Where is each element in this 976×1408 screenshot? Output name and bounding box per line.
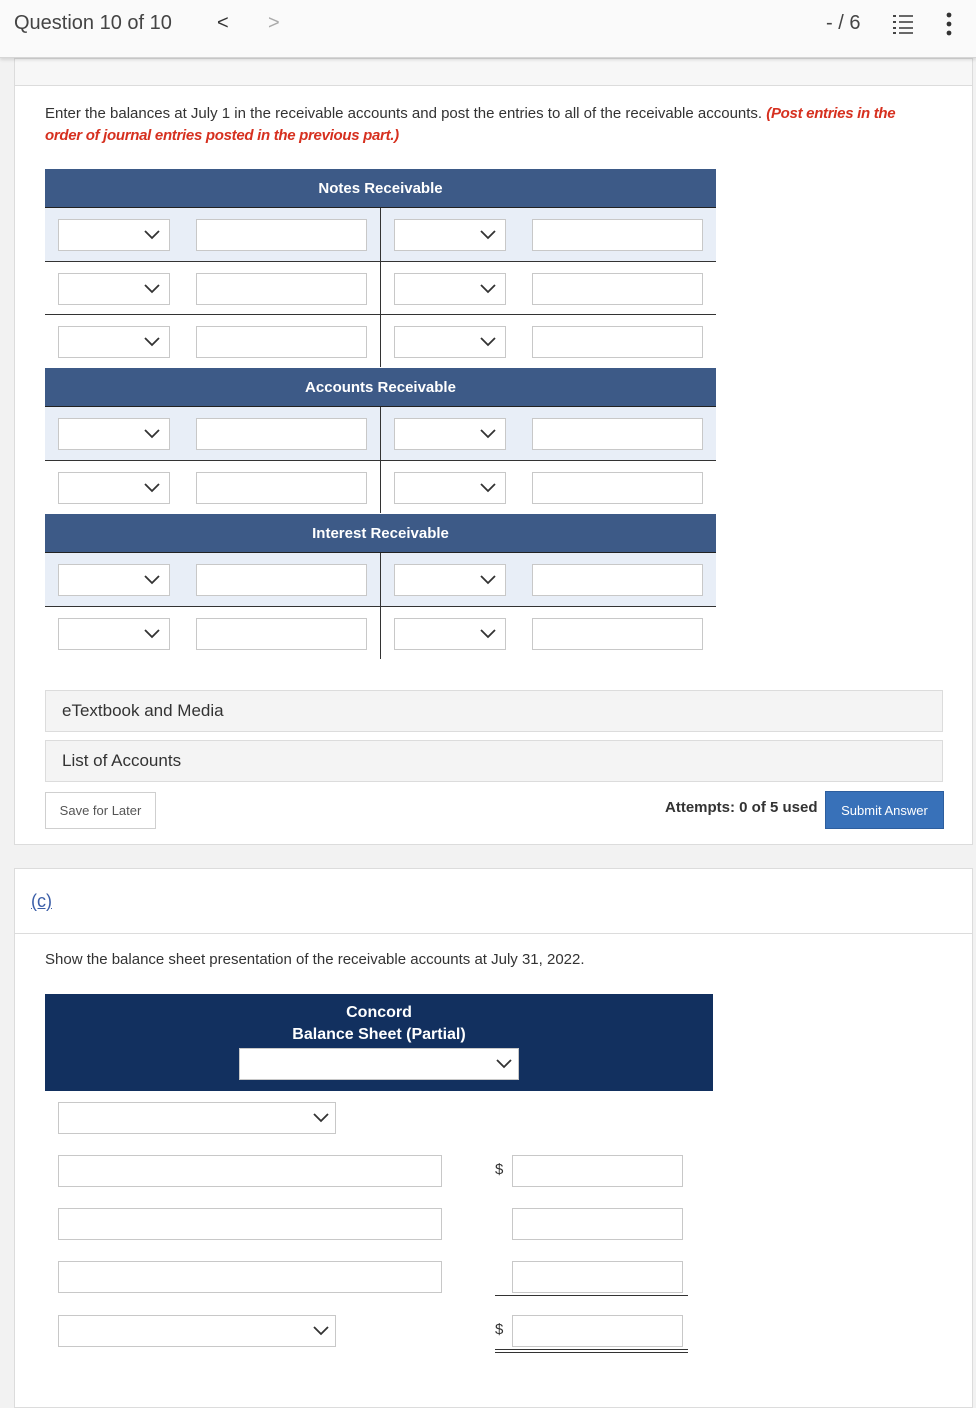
t-account-divider bbox=[380, 208, 381, 261]
line-item-input[interactable] bbox=[58, 1155, 442, 1187]
credit-account-dropdown[interactable] bbox=[394, 564, 506, 596]
part-b-header-strip bbox=[15, 59, 972, 86]
divider bbox=[15, 933, 972, 934]
credit-account-dropdown[interactable] bbox=[394, 273, 506, 305]
chevron-down-icon bbox=[144, 629, 160, 639]
debit-amount-input[interactable] bbox=[196, 273, 367, 305]
part-b-panel bbox=[14, 58, 973, 845]
subtotal-underline bbox=[495, 1295, 688, 1296]
credit-account-dropdown[interactable] bbox=[394, 418, 506, 450]
t-account-divider bbox=[380, 315, 381, 367]
debit-amount-input[interactable] bbox=[196, 618, 367, 650]
credit-account-dropdown[interactable] bbox=[394, 472, 506, 504]
t-account-row bbox=[45, 606, 716, 659]
debit-account-dropdown[interactable] bbox=[58, 326, 170, 358]
t-account bbox=[45, 368, 716, 513]
chevron-down-icon bbox=[144, 575, 160, 585]
debit-account-dropdown[interactable] bbox=[58, 472, 170, 504]
chevron-down-icon bbox=[496, 1059, 512, 1069]
t-account bbox=[45, 514, 716, 659]
credit-amount-input[interactable] bbox=[532, 564, 703, 596]
company-name: Concord bbox=[346, 1004, 412, 1021]
t-account-row bbox=[45, 460, 716, 513]
debit-account-dropdown[interactable] bbox=[58, 564, 170, 596]
balance-sheet-header bbox=[45, 994, 713, 1091]
t-account bbox=[45, 169, 716, 367]
date-dropdown[interactable] bbox=[239, 1048, 519, 1080]
chevron-down-icon bbox=[144, 429, 160, 439]
t-account-divider bbox=[380, 461, 381, 513]
credit-account-dropdown[interactable] bbox=[394, 618, 506, 650]
debit-account-dropdown[interactable] bbox=[58, 219, 170, 251]
debit-amount-input[interactable] bbox=[196, 418, 367, 450]
top-bar bbox=[0, 0, 976, 58]
chevron-down-icon bbox=[313, 1326, 329, 1336]
total-amount-input[interactable] bbox=[512, 1315, 683, 1347]
chevron-down-icon bbox=[480, 337, 496, 347]
debit-amount-input[interactable] bbox=[196, 219, 367, 251]
chevron-down-icon bbox=[480, 575, 496, 585]
attempts-counter: Attempts: 0 of 5 used bbox=[665, 799, 818, 816]
save-for-later-button[interactable]: Save for Later bbox=[45, 792, 156, 829]
t-account-row bbox=[45, 407, 716, 460]
amount-input[interactable] bbox=[512, 1261, 683, 1293]
chevron-down-icon bbox=[480, 483, 496, 493]
amount-input[interactable] bbox=[512, 1155, 683, 1187]
credit-account-dropdown[interactable] bbox=[394, 219, 506, 251]
credit-amount-input[interactable] bbox=[532, 273, 703, 305]
credit-account-dropdown[interactable] bbox=[394, 326, 506, 358]
question-list-icon[interactable] bbox=[892, 13, 914, 35]
line-item-input[interactable] bbox=[58, 1261, 442, 1293]
t-account-row bbox=[45, 314, 716, 367]
credit-amount-input[interactable] bbox=[532, 472, 703, 504]
chevron-down-icon bbox=[144, 337, 160, 347]
t-account-divider bbox=[380, 262, 381, 314]
credit-amount-input[interactable] bbox=[532, 618, 703, 650]
t-account-divider bbox=[380, 553, 381, 606]
list-of-accounts-button[interactable]: List of Accounts bbox=[45, 740, 943, 782]
amount-input[interactable] bbox=[512, 1208, 683, 1240]
question-title: Question 10 of 10 bbox=[14, 12, 172, 34]
debit-account-dropdown[interactable] bbox=[58, 418, 170, 450]
double-underline-bottom bbox=[495, 1352, 688, 1353]
part-c-instructions: Show the balance sheet presentation of the receivable accounts at July 31, 2022. bbox=[45, 951, 585, 968]
t-account-divider bbox=[380, 607, 381, 659]
chevron-down-icon bbox=[144, 230, 160, 240]
chevron-down-icon bbox=[144, 284, 160, 294]
instructions-note: (Post entries in the order of journal entries posted in the previous part.) bbox=[45, 105, 896, 144]
t-account-row bbox=[45, 261, 716, 314]
part-c-panel bbox=[14, 868, 973, 1408]
credit-amount-input[interactable] bbox=[532, 418, 703, 450]
debit-amount-input[interactable] bbox=[196, 472, 367, 504]
chevron-down-icon bbox=[313, 1113, 329, 1123]
debit-account-dropdown[interactable] bbox=[58, 618, 170, 650]
t-account-title: Notes Receivable bbox=[45, 169, 716, 208]
score-display: - / 6 bbox=[826, 12, 861, 34]
etextbook-media-button[interactable]: eTextbook and Media bbox=[45, 690, 943, 732]
part-b-instructions bbox=[45, 103, 925, 147]
section-heading-dropdown[interactable] bbox=[58, 1102, 336, 1134]
t-account-row bbox=[45, 208, 716, 261]
chevron-down-icon bbox=[480, 230, 496, 240]
t-account-divider bbox=[380, 407, 381, 460]
debit-amount-input[interactable] bbox=[196, 326, 367, 358]
chevron-down-icon bbox=[480, 629, 496, 639]
t-account-title: Interest Receivable bbox=[45, 514, 716, 553]
debit-account-dropdown[interactable] bbox=[58, 273, 170, 305]
t-account-row bbox=[45, 553, 716, 606]
more-options-icon[interactable] bbox=[945, 12, 953, 36]
debit-amount-input[interactable] bbox=[196, 564, 367, 596]
chevron-down-icon bbox=[480, 284, 496, 294]
previous-question-button[interactable]: < bbox=[217, 12, 229, 34]
dollar-sign: $ bbox=[495, 1321, 504, 1338]
chevron-down-icon bbox=[144, 483, 160, 493]
submit-answer-button[interactable]: Submit Answer bbox=[825, 791, 944, 829]
double-underline-top bbox=[495, 1349, 688, 1350]
statement-title: Balance Sheet (Partial) bbox=[292, 1026, 466, 1043]
next-question-button[interactable]: > bbox=[268, 12, 280, 34]
chevron-down-icon bbox=[480, 429, 496, 439]
instructions-text: Enter the balances at July 1 in the receivable accounts and post the entries to all of the receivable accounts. bbox=[45, 105, 763, 122]
t-account-title: Accounts Receivable bbox=[45, 368, 716, 407]
credit-amount-input[interactable] bbox=[532, 326, 703, 358]
part-c-label[interactable]: (c) bbox=[31, 891, 52, 911]
line-item-input[interactable] bbox=[58, 1208, 442, 1240]
dollar-sign: $ bbox=[495, 1161, 504, 1178]
credit-amount-input[interactable] bbox=[532, 219, 703, 251]
total-label-dropdown[interactable] bbox=[58, 1315, 336, 1347]
